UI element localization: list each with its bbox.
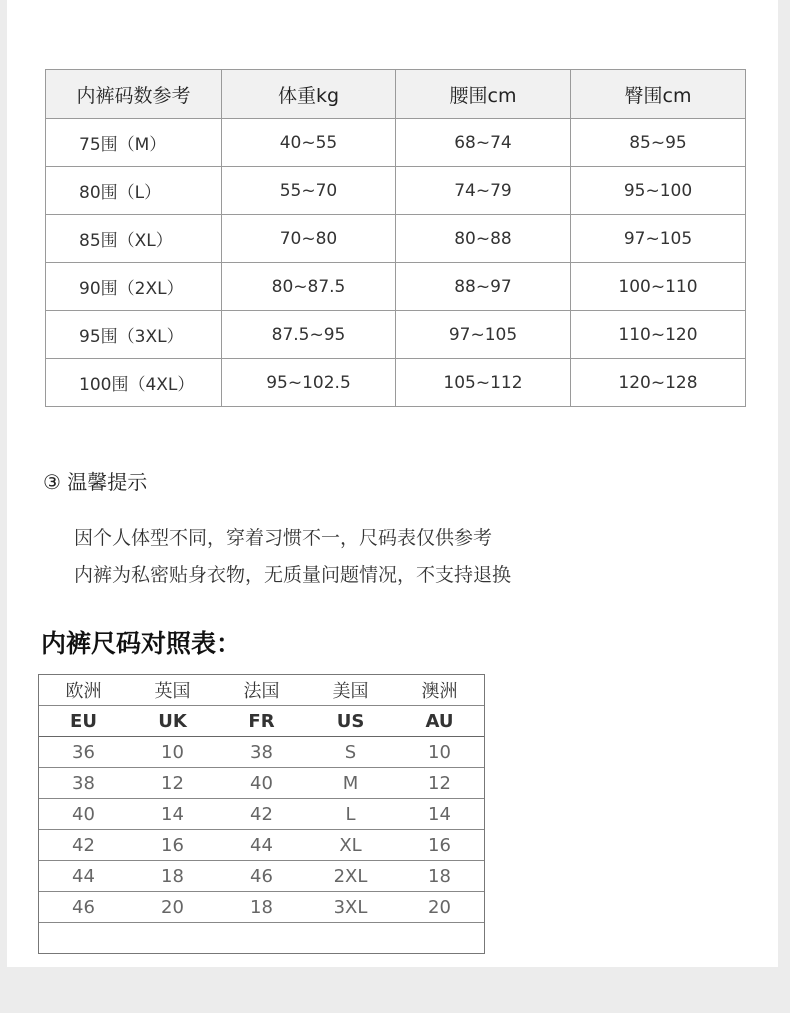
weight-cell: 80~87.5	[222, 263, 396, 311]
table-row	[39, 768, 484, 799]
weight-cell: 40~55	[222, 119, 396, 167]
uk-cell: 12	[161, 772, 184, 794]
fr-cell: 42	[250, 803, 273, 825]
uk-cell: 20	[161, 896, 184, 918]
eu-cell: 36	[72, 741, 95, 763]
us-cell: S	[344, 741, 357, 763]
uk-cell: 18	[161, 865, 184, 887]
size-conversion-table	[38, 674, 485, 954]
header-fr-cn: 法国	[243, 681, 280, 702]
hip-cell: 95~100	[571, 167, 746, 215]
size-header-code: 内裤码数参考	[46, 70, 222, 119]
conversion-header-row-cn	[39, 675, 484, 706]
au-cell: 20	[428, 896, 451, 918]
fr-cell: 38	[250, 741, 273, 763]
table-row	[39, 799, 484, 830]
header-uk-cn: 英国	[154, 681, 191, 702]
hip-cell: 110~120	[571, 311, 746, 359]
header-au: AU	[425, 710, 454, 732]
waist-cell: 74~79	[396, 167, 571, 215]
size-header-weight: 体重kg	[222, 70, 396, 119]
fr-cell: 18	[250, 896, 273, 918]
table-row	[46, 311, 746, 359]
fr-cell: 46	[250, 865, 273, 887]
waist-cell: 105~112	[396, 359, 571, 407]
table-row	[46, 119, 746, 167]
hip-cell: 85~95	[571, 119, 746, 167]
header-us-cn: 美国	[332, 681, 369, 702]
size-header-hip: 臀围cm	[571, 70, 746, 119]
header-eu: EU	[70, 710, 97, 732]
us-cell: L	[345, 803, 356, 825]
eu-cell: 44	[72, 865, 95, 887]
us-cell: 3XL	[333, 896, 368, 918]
size-code-cell: 80围（L）	[46, 167, 222, 215]
table-row	[46, 167, 746, 215]
eu-cell: 42	[72, 834, 95, 856]
table-row	[46, 263, 746, 311]
au-cell: 10	[428, 741, 451, 763]
table-row	[39, 737, 484, 768]
uk-cell: 10	[161, 741, 184, 763]
eu-cell: 40	[72, 803, 95, 825]
weight-cell: 55~70	[222, 167, 396, 215]
size-table-header-row	[46, 70, 746, 119]
fr-cell: 40	[250, 772, 273, 794]
size-code-cell: 75围（M）	[46, 119, 222, 167]
weight-cell: 87.5~95	[222, 311, 396, 359]
size-code-cell: 85围（XL）	[46, 215, 222, 263]
empty-row	[39, 923, 484, 955]
header-eu-cn: 欧洲	[65, 681, 102, 702]
header-uk: UK	[158, 710, 187, 732]
waist-cell: 80~88	[396, 215, 571, 263]
tip-line-2: 内裤为私密贴身衣物，无质量问题情况，不支持退换	[74, 564, 512, 586]
uk-cell: 16	[161, 834, 184, 856]
header-au-cn: 澳洲	[421, 681, 458, 702]
hip-cell: 120~128	[571, 359, 746, 407]
table-row	[39, 861, 484, 892]
us-cell: M	[342, 772, 359, 794]
eu-cell: 46	[72, 896, 95, 918]
table-row	[39, 892, 484, 923]
au-cell: 18	[428, 865, 451, 887]
size-code-cell: 90围（2XL）	[46, 263, 222, 311]
au-cell: 16	[428, 834, 451, 856]
waist-cell: 88~97	[396, 263, 571, 311]
fr-cell: 44	[250, 834, 273, 856]
size-header-waist: 腰围cm	[396, 70, 571, 119]
us-cell: XL	[339, 834, 362, 856]
tip-line-1: 因个人体型不同，穿着习惯不一，尺码表仅供参考	[74, 527, 493, 549]
waist-cell: 68~74	[396, 119, 571, 167]
hip-cell: 97~105	[571, 215, 746, 263]
hip-cell: 100~110	[571, 263, 746, 311]
uk-cell: 14	[161, 803, 184, 825]
content-card	[7, 0, 778, 967]
au-cell: 12	[428, 772, 451, 794]
conversion-header-row-en	[39, 706, 484, 737]
size-code-cell: 95围（3XL）	[46, 311, 222, 359]
tips-heading: ③ 温馨提示	[43, 470, 148, 494]
header-us: US	[336, 710, 365, 732]
conversion-table-title: 内裤尺码对照表：	[41, 629, 242, 658]
weight-cell: 70~80	[222, 215, 396, 263]
header-fr: FR	[248, 710, 275, 732]
table-row	[46, 215, 746, 263]
table-row	[39, 830, 484, 861]
eu-cell: 38	[72, 772, 95, 794]
size-code-cell: 100围（4XL）	[46, 359, 222, 407]
table-row	[46, 359, 746, 407]
au-cell: 14	[428, 803, 451, 825]
us-cell: 2XL	[333, 865, 368, 887]
waist-cell: 97~105	[396, 311, 571, 359]
weight-cell: 95~102.5	[222, 359, 396, 407]
size-reference-table	[45, 69, 746, 407]
